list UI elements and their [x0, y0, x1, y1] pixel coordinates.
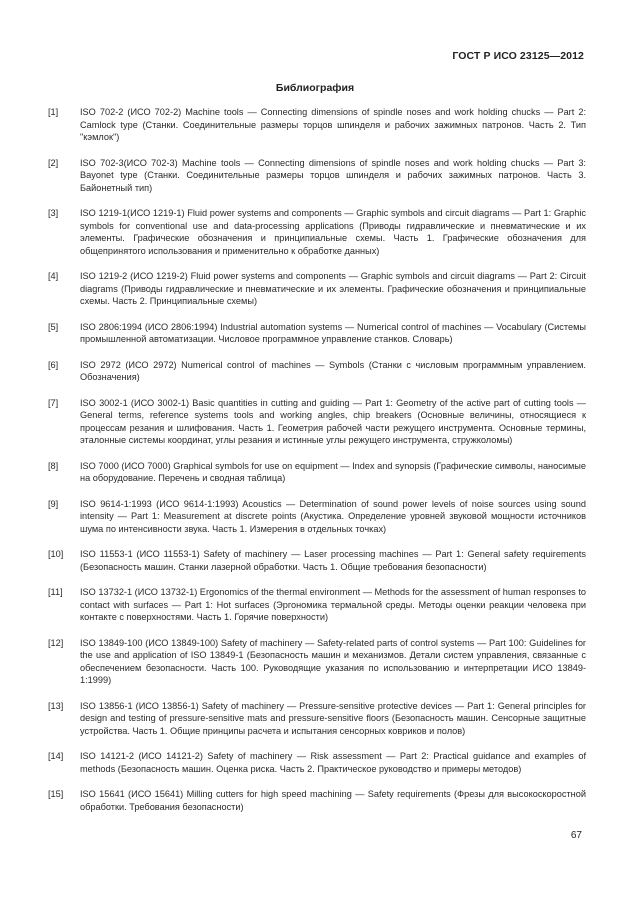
reference-text: ISO 1219-1(ИСО 1219-1) Fluid power systems and components — Graphic symbols and circuit diagrams — Part 1: Graphic symbols for conventional use and data-processing applications (Приводы гидравлические и пневматические и их элементы. Графические обозначения и принципиальные схемы. Часть 1. Графические обозначения для общепринятого использования и применительно к обработке данных)	[80, 208, 586, 256]
reference-number: [4]	[48, 271, 59, 281]
reference-text: ISO 14121-2 (ИСО 14121-2) Safety of machinery — Risk assessment — Part 2: Practical guidance and examples of methods (Безопасность машин. Оценка риска. Часть 2. Практическое руководство и примеры методов)	[80, 751, 586, 774]
reference-text: ISO 13732-1 (ИСО 13732-1) Ergonomics of the thermal environment — Methods for the assessment of human responses to contact with surfaces — Part 1: Hot surfaces (Эргономика термальной среды. Методы оценки реакции человека при контакте с поверхностями. Часть 1. Горячие поверхности)	[80, 587, 586, 622]
reference-item	[48, 586, 586, 624]
reference-item	[48, 106, 586, 144]
reference-number: [7]	[48, 397, 59, 408]
reference-item	[48, 750, 586, 775]
reference-text: ISO 13856-1 (ИСО 13856-1) Safety of machinery — Pressure-sensitive protective devices — Part 1: General principles for design and testing of pressure-sensitive mats and pressure-sensitive floors (Безопасность машин. Сенсорные защитные устройства. Часть 1. Общие принципы расчета и испытания сенсорных ковриков и полов)	[80, 700, 586, 736]
reference-number: [14]	[48, 751, 64, 761]
standard-header: ГОСТ Р ИСО 23125—2012	[452, 50, 584, 62]
reference-number: [11]	[48, 587, 63, 597]
reference-text: ISO 2806:1994 (ИСО 2806:1994) Industrial automation systems — Numerical control of machines — Vocabulary (Системы промышленной автоматизации. Числовое программное управление станков. Словарь)	[80, 321, 586, 344]
reference-text: ISO 702-3(ИСО 702-3) Machine tools — Connecting dimensions of spindle noses and work holding chucks — Part 3: Bayonet type (Станки. Соединительные размеры торцов шпинделя и рабочих зажимных патронов. Часть 3. Байонетный тип)	[80, 157, 586, 193]
reference-item	[48, 270, 586, 308]
reference-text: ISO 11553-1 (ИСО 11553-1) Safety of machinery — Laser processing machines — Part 1: General safety requirements (Безопасность машин. Станки лазерной обработки. Часть 1. Общие требования безопасности)	[80, 549, 586, 572]
reference-number: [1]	[48, 107, 59, 117]
reference-number: [13]	[48, 700, 64, 711]
reference-item	[48, 157, 586, 195]
reference-item	[48, 460, 586, 485]
reference-item	[48, 359, 586, 384]
reference-item	[48, 207, 586, 257]
reference-text: ISO 15641 (ИСО 15641) Milling cutters for high speed machining — Safety requirements (Фрезы для высокоскоростной обработки. Требования безопасности)	[80, 789, 586, 812]
reference-number: [15]	[48, 789, 64, 799]
reference-item	[48, 700, 586, 738]
reference-text: ISO 1219-2 (ИСО 1219-2) Fluid power systems and components — Graphic symbols and circuit diagrams — Part 2: Circuit diagrams (Приводы гидравлические и пневматические и их элементы. Графические обозначения и принципиальные схемы. Часть 2. Принципиальные схемы)	[80, 271, 586, 306]
reference-number: [12]	[48, 637, 64, 648]
reference-text: ISO 9614-1:1993 (ИСО 9614-1:1993) Acoustics — Determination of sound power levels of noise sources using sound intensity — Part 1: Measurement at discrete points (Акустика. Определение уровней звуковой мощности источников шума по интенсивности звука. Часть 1. Измерения в отдельных точках)	[80, 498, 586, 534]
reference-text: ISO 3002-1 (ИСО 3002-1) Basic quantities in cutting and guiding — Part 1: Geometry of the active part of cutting tools — General terms, reference systems tools and working angles, chip breakers (Основные величины, относящиеся к процессам резания и шлифования. Часть 1. Геометрия рабочей части режущего инструмента. Основные термины, эталонные системы координат, углы резания и истинные углы режущего инструмента, стружколомы)	[80, 397, 586, 445]
reference-text: ISO 7000 (ИСО 7000) Graphical symbols for use on equipment — Index and synopsis (Графические символы, наносимые на оборудование. Перечень и сводная таблица)	[80, 460, 586, 483]
reference-number: [5]	[48, 321, 59, 332]
reference-item	[48, 397, 586, 447]
reference-number: [2]	[48, 157, 59, 168]
reference-number: [9]	[48, 498, 59, 509]
reference-number: [6]	[48, 359, 59, 370]
bibliography-title: Библиография	[275, 82, 355, 94]
reference-text: ISO 13849-100 (ИСО 13849-100) Safety of machinery — Safety-related parts of control systems — Part 100: Guidelines for the use and application of ISO 13849-1 (Безопасность машин и механизмов. Детали систем управления, связанные с обеспечением безопасности. Часть 100. Руководящие указания по использованию и интерпретации ИСО 13849-1:1999)	[80, 637, 586, 685]
reference-item	[48, 498, 586, 536]
reference-number: [10]	[48, 549, 64, 559]
reference-text: ISO 2972 (ИСО 2972) Numerical control of machines — Symbols (Станки с числовым программным управлением. Обозначения)	[80, 359, 586, 382]
page-number: 67	[570, 830, 582, 841]
bibliography-list	[48, 106, 586, 813]
reference-item	[48, 637, 586, 687]
reference-item	[48, 548, 586, 573]
reference-item	[48, 788, 586, 813]
reference-number: [8]	[48, 460, 59, 471]
reference-text: ISO 702-2 (ИСО 702-2) Machine tools — Connecting dimensions of spindle noses and work holding chucks — Part 2: Camlock type (Станки. Соединительные размеры торцов шпинделя и рабочих зажимных патронов. Часть 2. Тип "кэмлок")	[80, 107, 586, 142]
reference-number: [3]	[48, 208, 59, 218]
reference-item	[48, 321, 586, 346]
